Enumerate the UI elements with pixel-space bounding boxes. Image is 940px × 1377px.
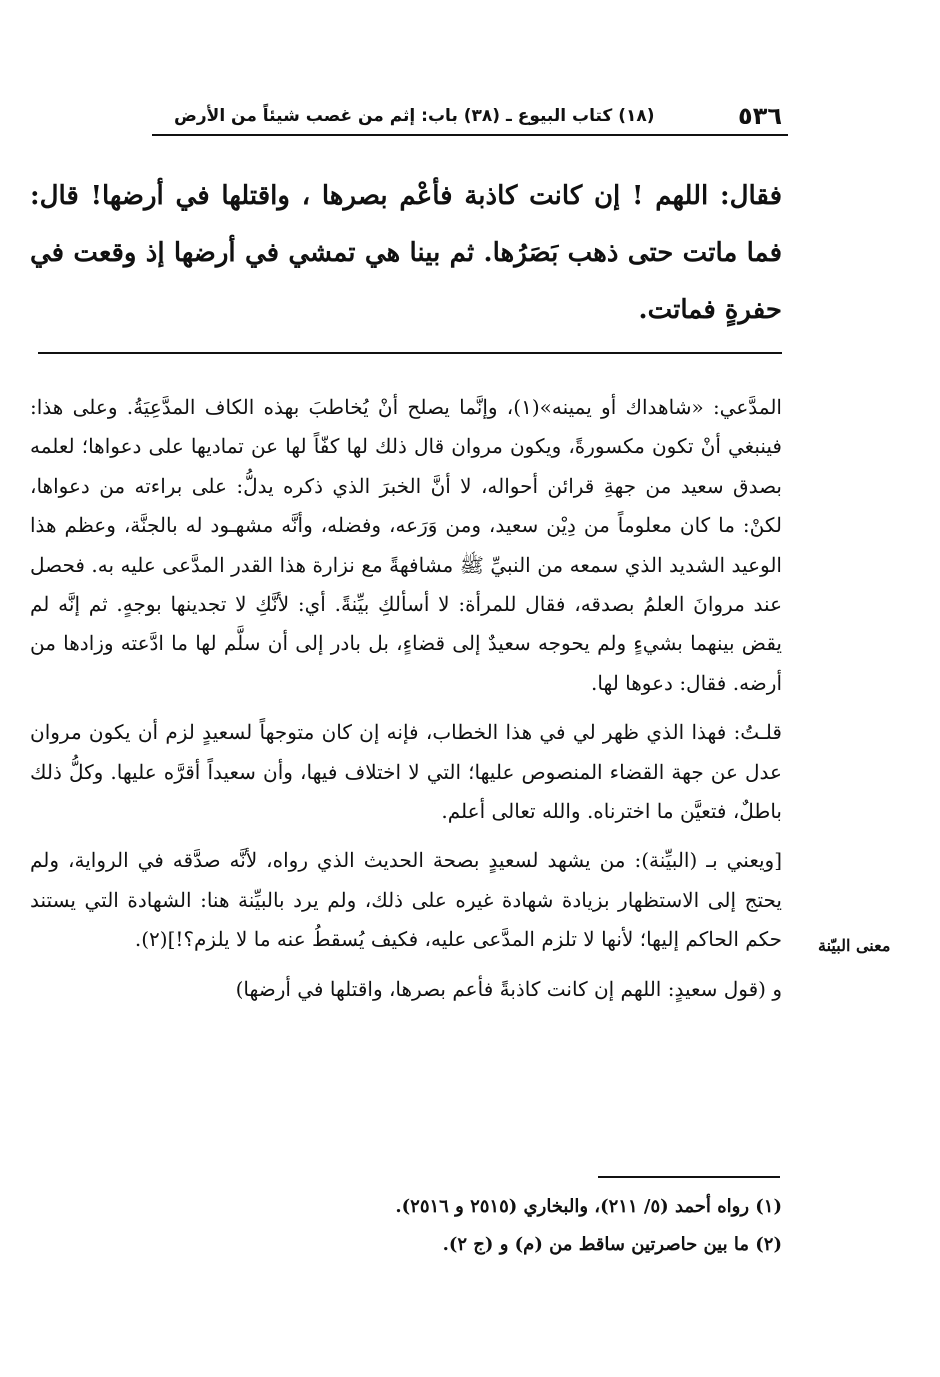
commentary-paragraph-1: المدَّعي: «شاهداك أو يمينه»(١)، وإنَّما يصلح أنْ يُخاطبَ بهذه الكاف المدَّعِيَةُ. وعلى هذا: فينبغي أنْ تكون مكسورةً، ويكون مروان قال ذلك لها كفّاً لها عن تماديها على دعواها؛ لعلمه بصدق سعيد من جهةِ قرائن أحواله، لا أنَّ الخبرَ الذي ذكره يدلُّ: على براءته من دعواها، لكنْ: ما كان معلوماً من دِيْن سعيد، ومن وَرَعه، وفضله، وأنَّه مشهـود له بالجنَّة، وعظم هذا الوعيد الشديد الذي سمعه من النبيِّ ﷺ مشافهةً مع نزارة هذا القدر المدَّعى عليه به. فحصل عند مروانَ العلمُ بصدقه، فقال للمرأة: لا أسألكِ بيِّنةً. أي: لأنَّكِ لا تجدينها بوجهٍ. ثم إنَّه لم يقض بينهما بشيءٍ ولم يحوجه سعيدٌ إلى قضاءٍ، بل بادر إلى أن سلَّم لها ما ادَّعته وزادها من أرضه. فقال: دعوها لها. xyxy=(30,395,782,695)
footnote-2: (٢) ما بين حاصرتين ساقط من (م) و (ج ٢). xyxy=(442,1234,782,1255)
commentary-paragraph-4: و (قول سعيدٍ: اللهم إن كانت كاذبةً فأعم بصرها، واقتلها في أرضها) xyxy=(235,976,782,1001)
commentary-paragraph-3: [ويعني بـ (البيِّنة): من يشهد لسعيدٍ بصحة الحديث الذي رواه، لأنَّه صدَّقه في الرواية، ولم يحتج إلى الاستظهار بزيادة شهادة غيره على ذلك، ولم يرد بالبيِّنة هنا: الشهادة التي يستند حكم الحاكم إليها؛ لأنها لا تلزم المدَّعى عليه، فكيف يُسقطُ عنه ما لا يلزم؟!](٢). xyxy=(30,848,782,952)
hadith-text: فقال: اللهم ! إن كانت كاذبة فأعْم بصرها ، واقتلها في أرضها! قال: فما ماتت حتى ذهب بَصَرُها. ثم بينا هي تمشي في أرضها إذ وقعت في حفرةٍ فماتت. xyxy=(30,181,782,325)
footnotes xyxy=(30,1188,782,1264)
page-header xyxy=(152,100,788,136)
page-number: ٥٣٦ xyxy=(738,102,782,130)
commentary-paragraph-2: قلـتُ: فهذا الذي ظهر لي في هذا الخطاب، فإنه إن كان متوجهاً لسعيدٍ لزم أن يكون مروان عدل عن جهة القضاء المنصوص عليها؛ التي لا اختلاف فيها، وأن سعيداً أقرَّه عليها. وكلُّ ذلك باطلٌ، فتعيَّن ما اخترناه. والله تعالى أعلم. xyxy=(30,720,782,824)
main-divider xyxy=(38,352,782,354)
footnote-divider xyxy=(598,1176,780,1178)
footnote-1: (١) رواه أحمد (٥/ ٢١١)، والبخاري (٢٥١٥ و ٢٥١٦). xyxy=(395,1196,782,1217)
running-title: (١٨) كتاب البيوع ـ (٣٨) باب: إثم من غصب شيئاً من الأرض xyxy=(174,106,655,126)
margin-note: معنى البيّنة xyxy=(818,936,891,955)
commentary xyxy=(30,388,782,1019)
